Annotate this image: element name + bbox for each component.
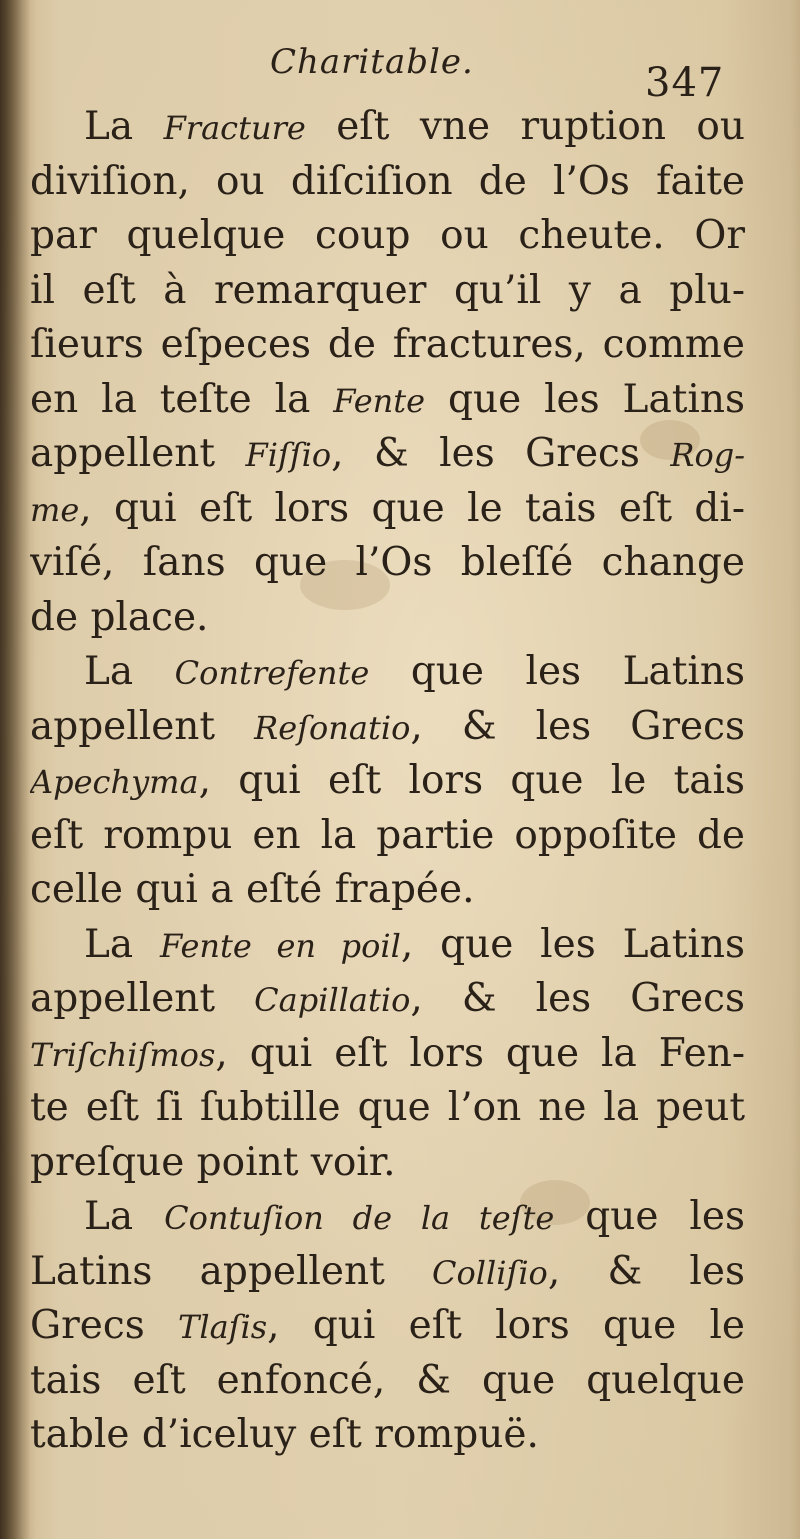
text-run: La xyxy=(84,921,161,967)
text-line xyxy=(30,155,745,210)
italic-term: Fente xyxy=(333,381,426,420)
text-line xyxy=(30,427,745,482)
text-run: , qui eſt lors que le tais eſt di- xyxy=(79,485,745,531)
text-line xyxy=(30,591,745,646)
text-run: table d’iceluy eſt rompuë. xyxy=(30,1412,539,1457)
text-run: appellent xyxy=(30,431,246,476)
text-run: ſieurs eſpeces de fractures, comme xyxy=(30,322,745,367)
paragraph xyxy=(30,645,745,918)
text-line xyxy=(30,1027,745,1082)
text-run: celle qui a eſté frapée. xyxy=(30,867,475,912)
text-line xyxy=(30,918,745,973)
text-run: , qui eſt lors que le xyxy=(267,1303,745,1348)
text-run: La xyxy=(84,104,164,149)
text-run: de place. xyxy=(30,594,209,640)
text-line xyxy=(30,863,745,918)
page-number: 347 xyxy=(645,60,725,106)
text-run: que les xyxy=(554,1194,745,1239)
italic-term: Fracture xyxy=(163,109,306,147)
text-run: tais eſt enfoncé, & que quelque xyxy=(30,1357,745,1403)
text-line xyxy=(30,1190,745,1245)
text-line xyxy=(30,1245,745,1300)
italic-term: Reſonatio xyxy=(254,708,411,747)
text-line xyxy=(30,972,745,1027)
italic-term: Fiſſio xyxy=(245,436,332,474)
body-text xyxy=(30,100,745,1463)
text-line xyxy=(30,209,745,264)
text-run: , qui eſt lors que la Fen- xyxy=(215,1030,745,1076)
italic-term: Tlaſis xyxy=(178,1308,268,1346)
text-line xyxy=(30,700,745,755)
text-run: eſt vne ruption ou xyxy=(305,104,745,149)
text-line xyxy=(30,264,745,319)
text-run: , qui eſt lors que le tais xyxy=(198,758,745,803)
italic-term: Fente en poil xyxy=(160,926,401,965)
paragraph xyxy=(30,1190,745,1463)
text-line xyxy=(30,1081,745,1136)
text-line xyxy=(30,536,745,591)
italic-term: Contrefente xyxy=(174,654,370,692)
text-line xyxy=(30,482,745,537)
italic-term: me xyxy=(30,490,80,529)
text-run: preſque point voir. xyxy=(30,1139,396,1185)
text-run: , que les Latins xyxy=(400,921,745,967)
text-run: te eſt ſi ſubtille que l’on ne la peut xyxy=(30,1085,745,1130)
italic-term: Apechyma xyxy=(30,763,199,801)
text-line xyxy=(30,1354,745,1409)
italic-term: Colliſio xyxy=(432,1253,548,1292)
text-line xyxy=(30,318,745,373)
text-line xyxy=(30,1299,745,1354)
text-run: La xyxy=(84,649,175,694)
paragraph xyxy=(30,918,745,1191)
text-line xyxy=(30,754,745,809)
text-run: en la teſte la xyxy=(30,376,334,422)
running-title: Charitable. xyxy=(270,42,474,82)
italic-term: Capillatio xyxy=(254,981,411,1019)
text-run: , & les Grecs xyxy=(331,431,671,476)
italic-term: Contuſion de la teſte xyxy=(164,1199,555,1237)
italic-term: Rog- xyxy=(670,436,745,474)
text-run: eſt rompu en la partie oppoſite de xyxy=(30,812,745,858)
text-line xyxy=(30,1136,745,1191)
page-header xyxy=(0,40,800,106)
text-line xyxy=(30,1408,745,1463)
spine-shadow xyxy=(0,0,30,1539)
text-line xyxy=(30,373,745,428)
text-line xyxy=(30,809,745,864)
text-line xyxy=(30,100,745,155)
text-run: Latins appellent xyxy=(30,1248,433,1294)
paragraph xyxy=(30,100,745,645)
text-line xyxy=(30,645,745,700)
text-run: que les Latins xyxy=(425,376,745,422)
italic-term: Triſchiſmos xyxy=(30,1035,216,1074)
text-run: appellent xyxy=(30,703,255,749)
text-run: , & les Grecs xyxy=(410,703,745,749)
text-run: , & les Grecs xyxy=(410,976,745,1021)
text-run: appellent xyxy=(30,976,255,1021)
text-run: viſé, ſans que l’Os bleſſé change xyxy=(30,540,745,585)
text-run: que les Latins xyxy=(369,649,745,694)
text-run: Grecs xyxy=(30,1303,179,1348)
text-run: , & les xyxy=(547,1248,745,1294)
text-run: par quelque coup ou cheute. Or xyxy=(30,213,745,258)
text-run: il eſt à remarquer qu’il y a plu- xyxy=(30,267,745,313)
text-run: La xyxy=(84,1194,165,1239)
text-run: diviſion, ou diſciſion de l’Os faite xyxy=(30,158,745,204)
